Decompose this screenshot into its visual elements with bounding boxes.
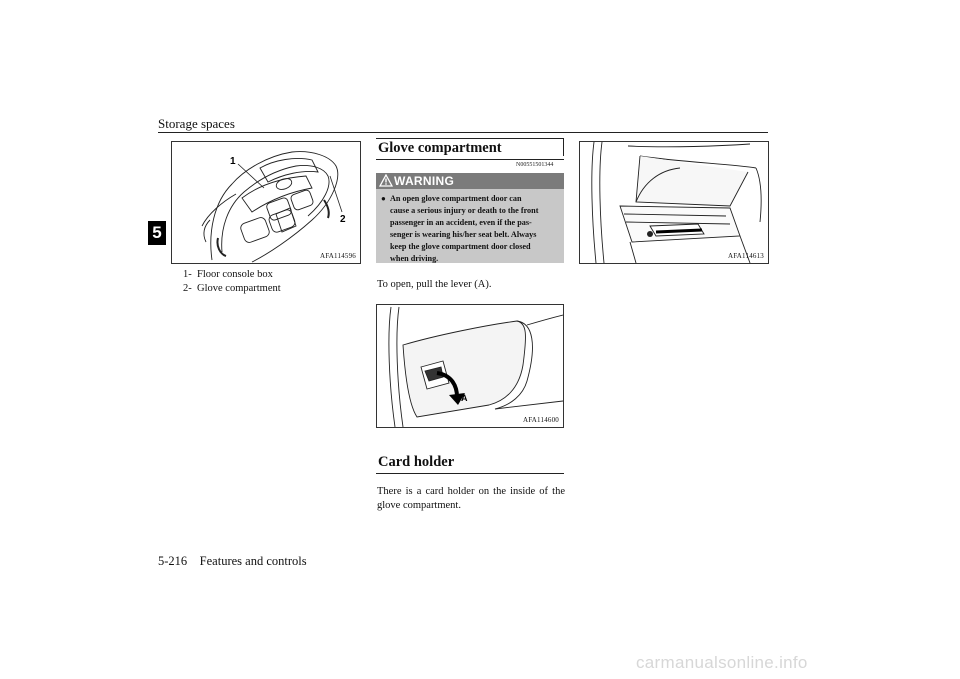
- header-rule: [158, 132, 768, 133]
- chapter-tab: 5: [148, 221, 166, 245]
- label-a: A: [461, 393, 468, 403]
- instruction-text: To open, pull the lever (A).: [377, 279, 492, 290]
- body-line: glove compartment.: [377, 500, 461, 511]
- heading-bottom-rule: [376, 159, 564, 160]
- glovebox-illustration: [580, 142, 768, 263]
- warning-line: cause a serious injury or death to the front: [390, 206, 539, 215]
- lever-illustration: [377, 305, 563, 427]
- warning-line: An open glove compartment door can: [390, 194, 522, 203]
- reference-code: N00551501344: [516, 162, 554, 168]
- warning-header: [376, 173, 564, 189]
- callout-1: 1: [230, 156, 236, 167]
- page-number: 5-216: [158, 554, 188, 568]
- warning-line: when driving.: [390, 254, 439, 263]
- warning-line: keep the glove compartment door closed: [390, 242, 531, 251]
- section-heading-glove: Glove compartment: [378, 140, 502, 156]
- heading-side-rule: [563, 138, 564, 156]
- warning-box: [376, 173, 564, 263]
- figure-glovebox-open: [579, 141, 769, 264]
- figure-code: AFA114596: [319, 252, 356, 260]
- car-interior-illustration: [172, 142, 360, 263]
- warning-line: passenger in an accident, even if the pas-: [390, 218, 532, 227]
- warning-label: WARNING: [394, 174, 455, 188]
- caption-list: [183, 268, 281, 296]
- figure-interior-overview: [171, 141, 361, 264]
- warning-line: senger is wearing his/her seat belt. Always: [390, 230, 537, 239]
- heading-top-rule: [376, 138, 564, 139]
- heading-bottom-rule: [376, 473, 564, 474]
- figure-code: AFA114613: [727, 252, 764, 260]
- callout-2: 2: [340, 214, 346, 225]
- section-heading-card: Card holder: [378, 454, 455, 470]
- footer-section: Features and controls: [199, 554, 307, 568]
- body-line: There is a card holder on the inside of the: [377, 486, 565, 497]
- card-holder-text: [377, 485, 565, 513]
- watermark: carmanualsonline.info: [636, 653, 808, 672]
- bullet-icon: ●: [381, 194, 386, 203]
- warning-triangle-icon: [379, 174, 393, 191]
- figure-lever: [376, 304, 564, 428]
- caption-item: 2- Glove compartment: [183, 283, 281, 294]
- page-footer: [158, 554, 307, 569]
- warning-text: [381, 193, 561, 265]
- page-header-title: Storage spaces: [158, 116, 235, 131]
- figure-code: AFA114600: [522, 416, 559, 424]
- caption-item: 1- Floor console box: [183, 269, 273, 280]
